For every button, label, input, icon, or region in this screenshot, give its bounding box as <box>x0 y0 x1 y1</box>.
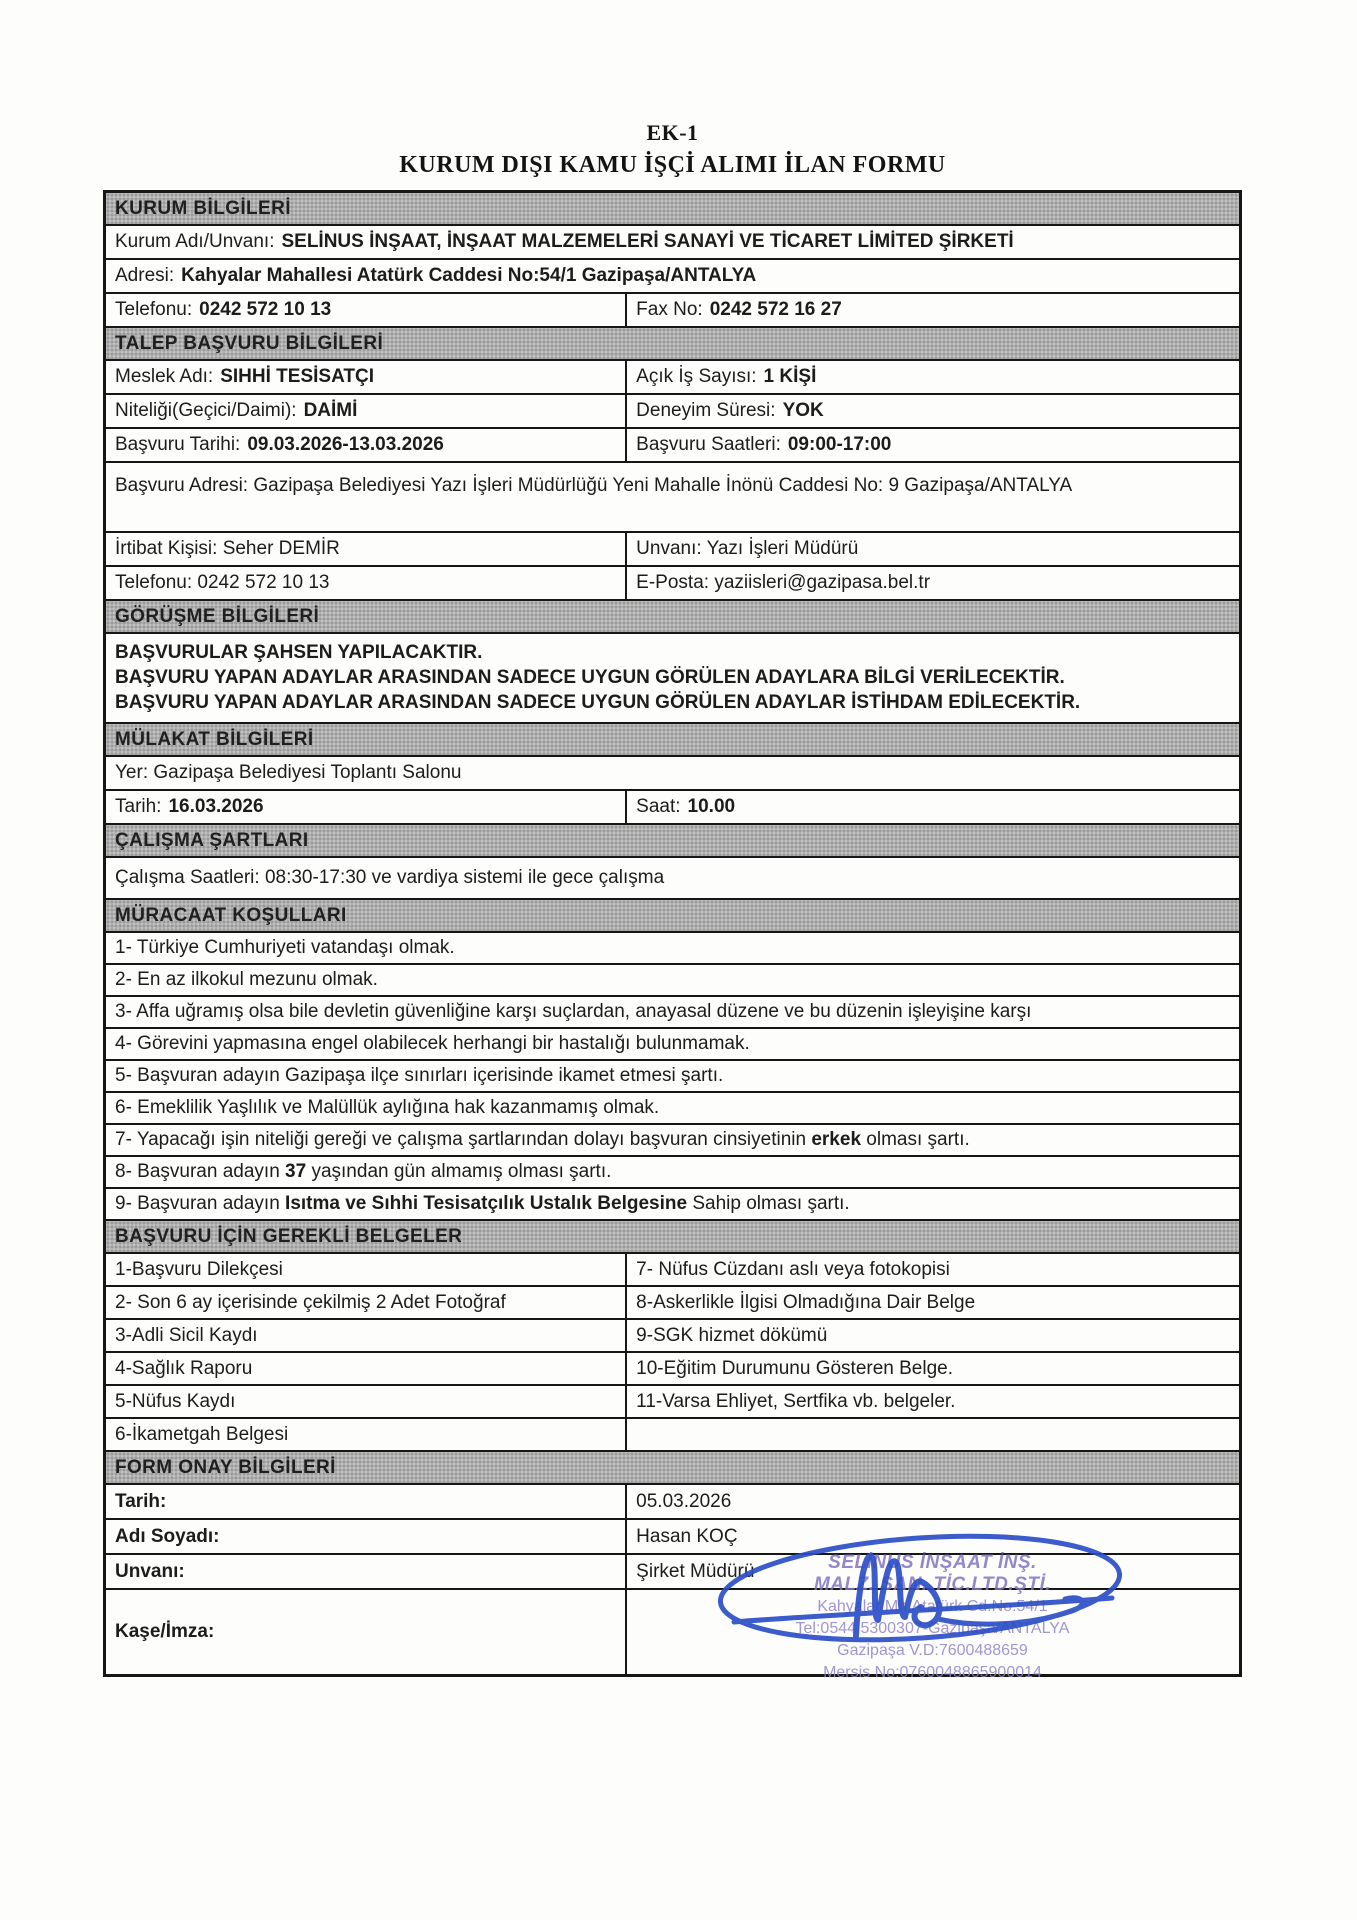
field-label: Kaşe/İmza: <box>115 1621 215 1642</box>
section-title: MÜRACAAT KOŞULLARI <box>106 900 1239 931</box>
row-mulakat-tarih-saat <box>106 789 1239 823</box>
row-meslek <box>106 359 1239 393</box>
notice-line: BAŞVURU YAPAN ADAYLAR ARASINDAN SADECE UYGUN GÖRÜLEN ADAYLAR İSTİHDAM EDİLECEKTİR. <box>115 692 1081 714</box>
document-item: 3-Adli Sicil Kaydı <box>115 1324 258 1346</box>
field-text: E-Posta: yaziisleri@gazipasa.bel.tr <box>636 572 931 593</box>
notice-line: BAŞVURULAR ŞAHSEN YAPILACAKTIR. <box>115 641 483 663</box>
field-text: Yer: Gazipaşa Belediyesi Toplantı Salonu <box>115 762 462 783</box>
field-value: 16.03.2026 <box>168 796 264 817</box>
form-table <box>103 190 1242 1677</box>
field-value: Şirket Müdürü <box>636 1560 755 1582</box>
row-irtibat <box>106 531 1239 565</box>
section-header-kurum-bilgileri <box>106 193 1239 224</box>
row-calisma-saatleri <box>106 856 1239 898</box>
field-value: 0242 572 16 27 <box>709 299 842 320</box>
annex-label: EK-1 <box>646 120 699 145</box>
row-telefon-eposta <box>106 565 1239 599</box>
field-label: Tarih: <box>115 796 162 817</box>
document-item: 7- Nüfus Cüzdanı aslı veya fotokopisi <box>636 1258 950 1280</box>
section-header-talep-basvuru <box>106 326 1239 359</box>
row-kosul-9 <box>106 1187 1239 1219</box>
section-title: ÇALIŞMA ŞARTLARI <box>106 825 1239 856</box>
field-label: Kurum Adı/Unvanı: <box>115 231 275 252</box>
section-header-gorusme <box>106 599 1239 632</box>
field-label: Unvanı: <box>115 1560 185 1582</box>
stamp-line: Mersis No:0760048865900014 <box>823 1664 1042 1681</box>
section-title: GÖRÜŞME BİLGİLERİ <box>106 601 1239 632</box>
field-label: Açık İş Sayısı: <box>636 366 757 387</box>
row-gorusme-notlari <box>106 632 1239 722</box>
notice-line: BAŞVURU YAPAN ADAYLAR ARASINDAN SADECE UYGUN GÖRÜLEN ADAYLARA BİLGİ VERİLECEKTİR. <box>115 666 1065 688</box>
condition-text: 3- Affa uğramış olsa bile devletin güvenliğine karşı suçlardan, anayasal düzene ve bu düzenin işleyişine karşı <box>115 1001 1032 1022</box>
row-belge-5 <box>106 1384 1239 1417</box>
document-item: 6-İkametgah Belgesi <box>115 1423 289 1445</box>
row-telefon-fax <box>106 292 1239 326</box>
field-label: Başvuru Saatleri: <box>636 434 781 455</box>
section-title: FORM ONAY BİLGİLERİ <box>106 1452 1239 1483</box>
field-text: İrtibat Kişisi: Seher DEMİR <box>115 538 340 559</box>
field-label: Saat: <box>636 796 681 817</box>
field-text: Çalışma Saatleri: 08:30-17:30 ve vardiya sistemi ile gece çalışma <box>115 867 665 888</box>
document-item: 2- Son 6 ay içerisinde çekilmiş 2 Adet Fotoğraf <box>115 1291 506 1313</box>
field-text: Telefonu: 0242 572 10 13 <box>115 572 330 593</box>
field-label: Meslek Adı: <box>115 366 214 387</box>
field-value: Hasan KOÇ <box>636 1525 738 1547</box>
row-adres <box>106 258 1239 292</box>
row-nitelik <box>106 393 1239 427</box>
field-label: Başvuru Tarihi: <box>115 434 241 455</box>
document-item: 10-Eğitim Durumunu Gösteren Belge. <box>636 1357 953 1379</box>
field-label: Deneyim Süresi: <box>636 400 776 421</box>
condition-text: 6- Emeklilik Yaşlılık ve Malüllük aylığına hak kazanmamış olmak. <box>115 1097 660 1118</box>
field-label: Telefonu: <box>115 299 193 320</box>
section-header-calisma <box>106 823 1239 856</box>
field-value: SIHHİ TESİSATÇI <box>220 366 374 387</box>
stamp-line: SELİNUS İNŞAAT İNŞ. <box>828 1552 1037 1573</box>
condition-text: 2- En az ilkokul mezunu olmak. <box>115 969 378 990</box>
condition-text: 5- Başvuran adayın Gazipaşa ilçe sınırları içerisinde ikamet etmesi şartı. <box>115 1065 724 1086</box>
document-item: 5-Nüfus Kaydı <box>115 1390 236 1412</box>
row-kosul-5 <box>106 1059 1239 1091</box>
field-value: Kahyalar Mahallesi Atatürk Caddesi No:54/1 Gazipaşa/ANTALYA <box>181 265 757 286</box>
section-header-belgeler <box>106 1219 1239 1252</box>
field-text: Unvanı: Yazı İşleri Müdürü <box>636 538 859 559</box>
document-item: 11-Varsa Ehliyet, Sertfika vb. belgeler. <box>636 1390 956 1412</box>
section-title: KURUM BİLGİLERİ <box>106 193 1239 224</box>
document-item: 9-SGK hizmet dökümü <box>636 1324 828 1346</box>
field-value: 09.03.2026-13.03.2026 <box>247 434 444 455</box>
section-header-muracaat <box>106 898 1239 931</box>
row-onay-tarih <box>106 1483 1239 1518</box>
page-title: KURUM DIŞI KAMU İŞÇİ ALIMI İLAN FORMU <box>399 152 946 178</box>
row-onay-ad-soyad <box>106 1518 1239 1553</box>
row-belge-4 <box>106 1351 1239 1384</box>
row-kosul-2 <box>106 963 1239 995</box>
field-label: Adı Soyadı: <box>115 1525 220 1547</box>
section-title: MÜLAKAT BİLGİLERİ <box>106 724 1239 755</box>
condition-text: 7- Yapacağı işin niteliği gereği ve çalışma şartlarından dolayı başvuran cinsiyetinin erkek olması şartı. <box>115 1129 970 1150</box>
field-label: Adresi: <box>115 265 175 286</box>
field-value: 1 KİŞİ <box>763 366 817 387</box>
row-kurum-adi <box>106 224 1239 258</box>
row-belge-1 <box>106 1252 1239 1285</box>
condition-text: 1- Türkiye Cumhuriyeti vatandaşı olmak. <box>115 937 455 958</box>
row-basvuru-adresi <box>106 461 1239 531</box>
row-kosul-7 <box>106 1123 1239 1155</box>
section-header-form-onay <box>106 1450 1239 1483</box>
field-text: Başvuru Adresi: Gazipaşa Belediyesi Yazı İşleri Müdürlüğü Yeni Mahalle İnönü Caddesi No: 9 Gazipaşa/ANTALYA <box>115 475 1073 496</box>
section-header-mulakat <box>106 722 1239 755</box>
field-value: 09:00-17:00 <box>787 434 892 455</box>
document-item: 8-Askerlikle İlgisi Olmadığına Dair Belge <box>636 1291 976 1313</box>
row-belge-2 <box>106 1285 1239 1318</box>
row-belge-3 <box>106 1318 1239 1351</box>
row-kosul-3 <box>106 995 1239 1027</box>
stamp-line: MALZ. SAN. TİC.LTD.ŞTİ. <box>813 1574 1051 1595</box>
section-title: TALEP BAŞVURU BİLGİLERİ <box>106 328 1239 359</box>
document-titles <box>103 120 1242 179</box>
row-mulakat-yer <box>106 755 1239 789</box>
row-basvuru-tarihi <box>106 427 1239 461</box>
field-label: Fax No: <box>636 299 703 320</box>
condition-text: 4- Görevini yapmasına engel olabilecek herhangi bir hastalığı bulunmamak. <box>115 1033 750 1054</box>
field-value: 10.00 <box>687 796 736 817</box>
document-item: 1-Başvuru Dilekçesi <box>115 1258 283 1280</box>
row-kosul-4 <box>106 1027 1239 1059</box>
row-belge-6 <box>106 1417 1239 1450</box>
section-title: BAŞVURU İÇİN GEREKLİ BELGELER <box>106 1221 1239 1252</box>
stamp-line: Kahyalar Mh.Atatürk Cd.No:54/1 <box>817 1598 1048 1615</box>
row-kosul-8 <box>106 1155 1239 1187</box>
stamp-line: Tel:0544 5300307-Gazipaşa/ANTALYA <box>795 1620 1070 1637</box>
field-label: Tarih: <box>115 1490 167 1512</box>
row-kosul-1 <box>106 931 1239 963</box>
field-value: 05.03.2026 <box>636 1490 732 1512</box>
field-label: Niteliği(Geçici/Daimi): <box>115 400 297 421</box>
condition-text: 9- Başvuran adayın Isıtma ve Sıhhi Tesisatçılık Ustalık Belgesine Sahip olması şartı. <box>115 1193 850 1214</box>
condition-text: 8- Başvuran adayın 37 yaşından gün almamış olması şartı. <box>115 1161 612 1182</box>
field-value: YOK <box>782 400 824 421</box>
document-item: 4-Sağlık Raporu <box>115 1357 253 1379</box>
field-value: SELİNUS İNŞAAT, İNŞAAT MALZEMELERİ SANAYİ VE TİCARET LİMİTED ŞİRKETİ <box>281 231 1014 252</box>
field-value: 0242 572 10 13 <box>199 299 332 320</box>
company-stamp <box>705 1552 1160 1684</box>
field-value: DAİMİ <box>303 400 358 421</box>
stamp-line: Gazipaşa V.D:7600488659 <box>837 1642 1028 1659</box>
row-kosul-6 <box>106 1091 1239 1123</box>
